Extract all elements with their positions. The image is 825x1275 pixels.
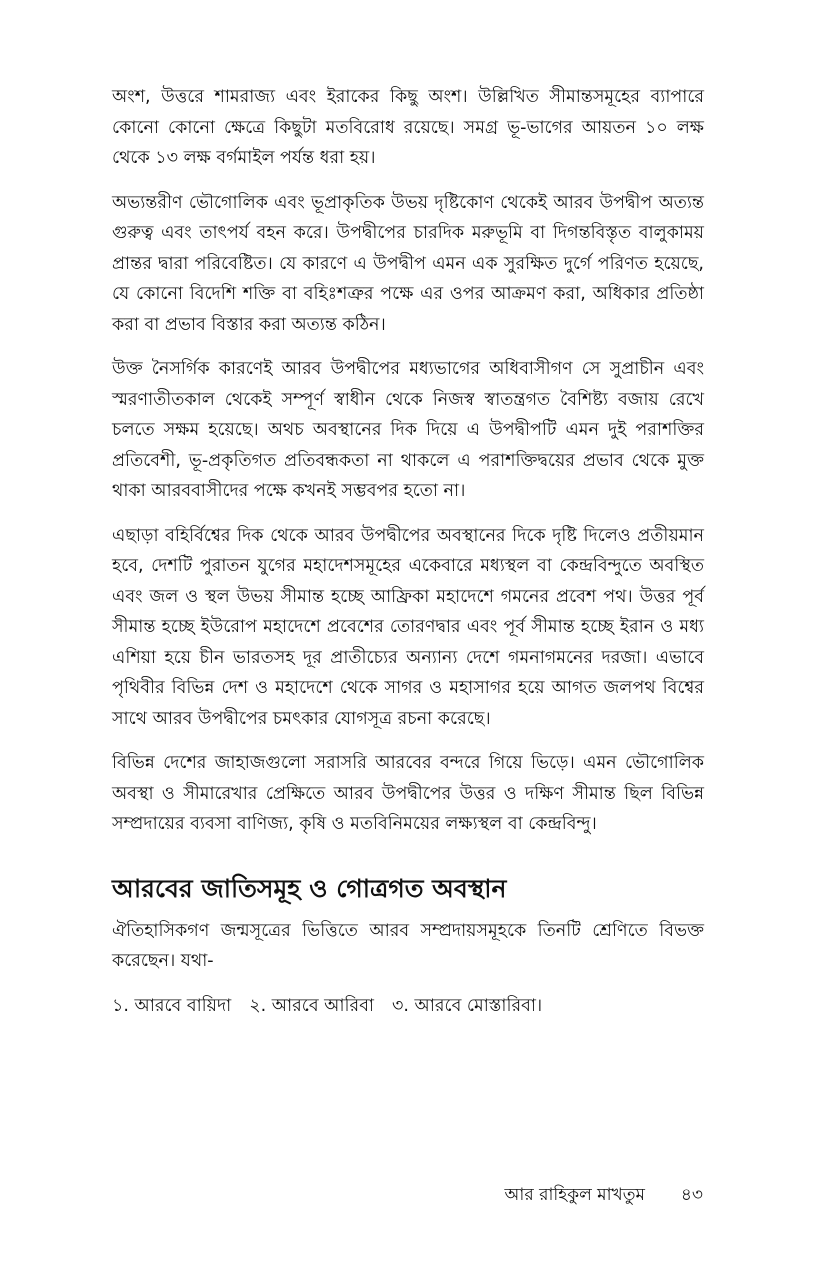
list-item: ৩. আরবে মোস্তারিবা। — [392, 995, 543, 1016]
page-footer — [505, 1182, 703, 1208]
list-item: ১. আরবে বায়িদা — [112, 995, 232, 1016]
intro-paragraph: ঐতিহাসিকগণ জন্মসূত্রের ভিত্তিতে আরব সম্প্রদায়সমূহকে তিনটি শ্রেণিতে বিভক্ত করেছেন। যথা- — [112, 920, 704, 971]
classification-list — [112, 991, 704, 1021]
paragraph-1: অংশ, উত্তরে শামরাজ্য এবং ইরাকের কিছু অংশ। উল্লিখিত সীমান্তসমূহের ব্যাপারে কোনো কোনো ক্ষেত্রে কিছুটা মতবিরোধ রয়েছে। সমগ্র ভূ-ভাগের আয়তন ১০ লক্ষ থেকে ১৩ লক্ষ বর্গমাইল পর্যন্ত ধরা হয়। — [112, 87, 705, 168]
page-body — [112, 82, 704, 1021]
book-title: আর রাহিকুল মাখতুম — [504, 1185, 645, 1205]
paragraph-2: অভ্যন্তরীণ ভৌগোলিক এবং ভূপ্রাকৃতিক উভয় দৃষ্টিকোণ থেকেই আরব উপদ্বীপ অত্যন্ত গুরুত্ব এবং তাৎপর্য বহন করে। উপদ্বীপের চারদিক মরুভূমি বা দিগন্তবিস্তৃত বালুকাময় প্রান্তর দ্বারা পরিবেষ্টিত। যে কারণে এ উপদ্বীপ এমন এক সুরক্ষিত দুর্গে পরিণত হয়েছে, যে কোনো বিদেশি শক্তি বা বহিঃশত্রুর পক্ষে এর ওপর আক্রমণ করা, অধিকার প্রতিষ্ঠা করা বা প্রভাব বিস্তার করা অত্যন্ত কঠিন। — [112, 192, 704, 335]
list-item: ২. আরবে আরিবা — [249, 995, 375, 1016]
section-heading: আরবের জাতিসমূহ ও গোত্রগত অবস্থান — [112, 873, 507, 903]
paragraph-5: বিভিন্ন দেশের জাহাজগুলো সরাসরি আরবের বন্দরে গিয়ে ভিড়ে। এমন ভৌগোলিক অবস্থা ও সীমারেখার প্রেক্ষিতে আরব উপদ্বীপের উত্তর ও দক্ষিণ সীমান্ত ছিল বিভিন্ন সম্প্রদায়ের ব্যবসা বাণিজ্য, কৃষি ও মতবিনিময়ের লক্ষ্যস্থল বা কেন্দ্রবিন্দু। — [112, 753, 704, 834]
paragraph-4: এছাড়া বহির্বিশ্বের দিক থেকে আরব উপদ্বীপের অবস্থানের দিকে দৃষ্টি দিলেও প্রতীয়মান হবে, দেশটি পুরাতন যুগের মহাদেশসমূহের একেবারে মধ্যস্থল বা কেন্দ্রবিন্দুতে অবস্থিত এবং জল ও স্থল উভয় সীমান্ত হচ্ছে আফ্রিকা মহাদেশে গমনের প্রবেশ পথ। উত্তর পূর্ব সীমান্ত হচ্ছে ইউরোপ মহাদেশে প্রবেশের তোরণদ্বার এবং পূর্ব সীমান্ত হচ্ছে ইরান ও মধ্য এশিয়া হয়ে চীন ভারতসহ দূর প্রাতীচ্যের অন্যান্য দেশে গমনাগমনের দরজা। এভাবে পৃথিবীর বিভিন্ন দেশ ও মহাদেশে থেকে সাগর ও মহাসাগর হয়ে আগত জলপথ বিশ্বের সাথে আরব উপদ্বীপের চমৎকার যোগসূত্র রচনা করেছে। — [112, 525, 704, 729]
page-number: ৪৩ — [680, 1185, 703, 1205]
paragraph-3: উক্ত নৈসর্গিক কারণেই আরব উপদ্বীপের মধ্যভাগের অধিবাসীগণ সে সুপ্রাচীন এবং স্মরণাতীতকাল থেকেই সম্পূর্ণ স্বাধীন থেকে নিজস্ব স্বাতন্ত্রগত বৈশিষ্ট্য বজায় রেখে চলতে সক্ষম হয়েছে। অথচ অবস্থানের দিক দিয়ে এ উপদ্বীপটি এমন দুই পরাশক্তির প্রতিবেশী, ভূ-প্রকৃতিগত প্রতিবন্ধকতা না থাকলে এ পরাশক্তিদ্বয়ের প্রভাব থেকে মুক্ত থাকা আরববাসীদের পক্ষে কখনই সম্ভবপর হতো না। — [112, 359, 704, 501]
